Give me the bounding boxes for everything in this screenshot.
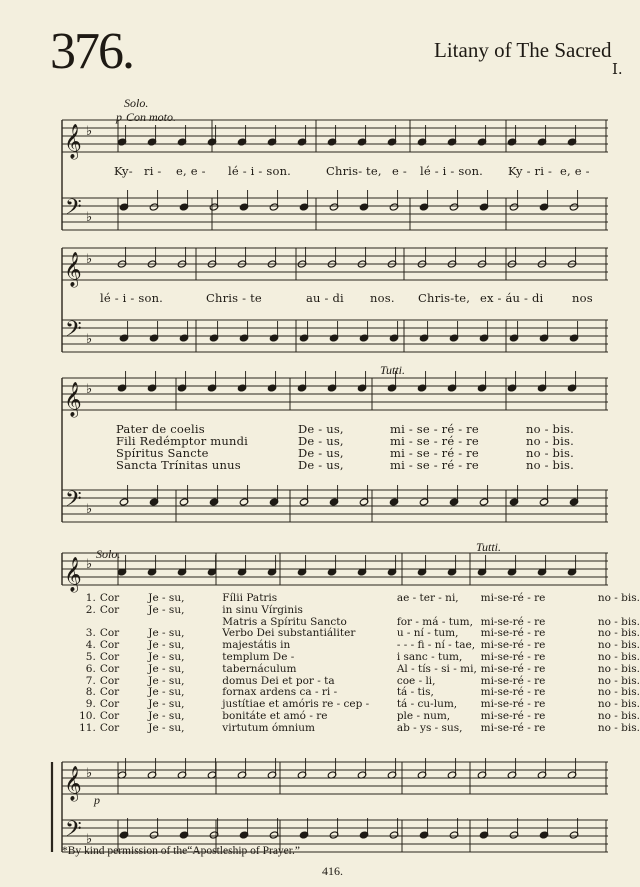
dynamic-mark: p	[116, 110, 122, 124]
verse-row: 6. Cor Je - su, tabernáculum Al - tís - si - mi, mi-se-ré - re no - bis.	[85, 662, 640, 675]
svg-text:𝄢: 𝄢	[65, 817, 82, 847]
tutti-direction-2: Tutti.	[476, 540, 502, 554]
svg-text:♭: ♭	[86, 832, 93, 847]
svg-text:𝄢: 𝄢	[65, 195, 82, 225]
verse-row: 4. Cor Je - su, majestátis in - - - fi - ní - tae, mi-se-ré - re no - bis.	[85, 639, 640, 652]
verse-row: 5. Cor Je - su, templum De - i sanc - tum, mi-se-ré - re no - bis.	[85, 650, 640, 663]
svg-text:♭: ♭	[86, 252, 93, 267]
svg-text:𝄞: 𝄞	[64, 252, 82, 287]
verse-row: 7. Cor Je - su, domus Dei et por - ta coe - li, mi-se-ré - re no - bis.	[85, 674, 640, 687]
part-numeral: I.	[612, 60, 623, 78]
svg-text:♭: ♭	[86, 557, 93, 572]
verse-row: Matris a Spíritu Sancto for - má - tum, mi-se-ré - re no - bis.	[222, 615, 640, 628]
svg-text:𝄞: 𝄞	[64, 124, 82, 159]
footnote: *By kind permission of the“Apostleship of Prayer.”	[62, 845, 300, 857]
page-number: 416.	[322, 864, 343, 878]
svg-text:♭: ♭	[86, 382, 93, 397]
solo-direction-2: Solo.	[96, 547, 121, 561]
hymn-title: Litany of The Sacred	[434, 38, 612, 62]
tempo-marking: Con moto.	[126, 110, 177, 124]
svg-text:♭: ♭	[86, 502, 93, 517]
svg-text:𝄞: 𝄞	[64, 766, 82, 801]
svg-text:♭: ♭	[86, 766, 93, 781]
svg-text:𝄢: 𝄢	[65, 317, 82, 347]
solo-direction: Solo.	[124, 96, 149, 110]
tutti-direction: Tutti.	[380, 363, 406, 377]
dynamic-mark-2: p	[94, 793, 100, 807]
verse-row: 8. Cor Je - su, fornax ardens ca - ri - tá - tis, mi-se-ré - re no - bis.	[85, 686, 640, 699]
svg-text:𝄢: 𝄢	[65, 487, 82, 517]
hymn-number: 376.	[50, 23, 133, 80]
svg-text:♭: ♭	[86, 124, 93, 139]
verse-row: 9. Cor Je - su, justítiae et amóris re - cep - tá - cu-lum, mi-se-ré - re no - bis.	[85, 698, 640, 711]
svg-text:♭: ♭	[86, 210, 93, 225]
verse-row: 3. Cor Je - su, Verbo Dei substantiáliter u - ní - tum, mi-se-ré - re no - bis.	[85, 627, 640, 640]
verse-row: 2. Cor Je - su, in sinu Vírginis	[85, 603, 303, 616]
verse-row: 10. Cor Je - su, bonitáte et amó - re ple - num, mi-se-ré - re no - bis.	[79, 709, 640, 722]
svg-text:𝄞: 𝄞	[64, 557, 82, 592]
svg-text:𝄞: 𝄞	[64, 382, 82, 417]
verse-row: 11. Cor Je - su, virtutum ómnium ab - ys - sus, mi-se-ré - re no - bis.	[79, 721, 640, 734]
verse-row: 1. Cor Je - su, Fílii Patris ae - ter - ni, mi-se-ré - re no - bis.	[85, 592, 640, 604]
svg-text:♭: ♭	[86, 332, 93, 347]
